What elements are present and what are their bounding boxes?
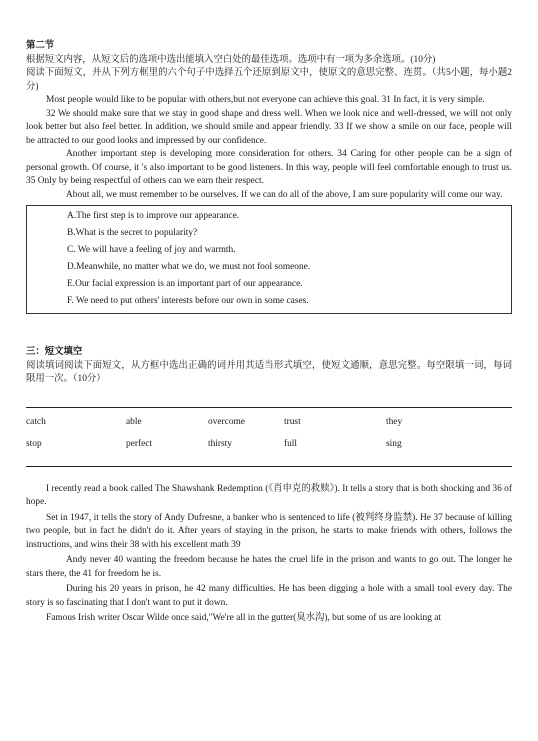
cloze-para-2: Set in 1947, it tells the story of Andy Dufresne, a banker who is sentenced to life (被判终身监禁). He 37 because of killing two people, but in fact he didn't do it. After years of staying in the prison, he starts to make friends with others, follows the instructions, and wins their 38 with his excellent math 39: [26, 512, 512, 550]
option-f: F. We need to put others' interests before our own in some cases.: [67, 296, 309, 306]
word-item: they: [386, 416, 403, 427]
exam-page: [26, 40, 512, 628]
options-box: [26, 205, 512, 314]
cloze-para-3: Andy never 40 wanting the freedom because he hates the cruel life in the prison and wants to go out. The longer he stars there, the 41 for freedom he is.: [26, 555, 512, 579]
word-item: full: [284, 438, 298, 449]
cloze-para-1: I recently read a book called The Shawshank Redemption (《肖申克的救赎》). It tells a story that is both shocking and 36 of hope.: [26, 483, 512, 507]
option-b: B.What is the secret to popularity?: [67, 228, 198, 238]
reading-para-1: Most people would like to be popular with others,but not everyone can achieve this goal. 31 In fact, it is very simple.: [46, 95, 485, 105]
word-item: thirsty: [208, 438, 232, 449]
option-e: E.Our facial expression is an important part of our appearance.: [67, 279, 303, 289]
section2-title: 第二节: [26, 41, 55, 51]
word-row-1: [26, 416, 512, 432]
option-a: A.The first step is to improve our appearance.: [67, 211, 240, 221]
word-item: sing: [386, 438, 402, 449]
word-row-2: [26, 438, 512, 454]
option-d: D.Meanwhile, no matter what we do, we must not fool someone.: [67, 262, 311, 272]
option-c: C. We will have a feeling of joy and warmth.: [67, 245, 236, 255]
section2-instruction-1: 根据短文内容，从短文后的选项中选出能填入空白处的最佳选项。选项中有一项为多余选项。(10分): [26, 54, 436, 65]
word-item: trust: [284, 416, 301, 427]
word-item: overcome: [208, 416, 245, 427]
word-box: [26, 407, 512, 467]
word-item: catch: [26, 416, 46, 427]
section2-instruction-2: 阅读下面短文，并从下列方框里的六个句子中选择五个还原到原文中，使原文的意思完整、连贯。（共5小题，每小题2分): [26, 68, 512, 92]
reading-para-3: Another important step is developing more consideration for others. 34 Caring for other people can be a sign of personal growth. Of course, it 's also important to be good listeners. In this way, people will feel comfortable enough to trust us. 35 Only by being respectful of others can we earn their respect.: [26, 149, 512, 186]
section3-title: 三：短文填空: [26, 347, 83, 357]
word-item: able: [126, 416, 142, 427]
reading-para-4: About all, we must remember to be ourselves. If we can do all of the above, I am sure popularity will come our way.: [66, 189, 503, 200]
reading-para-2: 32 We should make sure that we stay in good shape and dress well. When we look nice and well-dressed, we will not only look better but also feel better. In addition, we should smile and appear friendly. 33 If we show a smile on our face, people will be attracted to our good looks and impressed by our confidence.: [26, 108, 512, 146]
word-item: perfect: [126, 438, 153, 449]
cloze-para-4: During his 20 years in prison, he 42 many difficulties. He has been digging a hole with a small tool every day. The story is so fascinating that I don't want to put it down.: [26, 584, 512, 608]
cloze-para-5: Famous Irish writer Oscar Wilde once said,"We're all in the gutter(臭水沟), but some of us are looking at: [46, 613, 441, 623]
cloze-passage: [26, 483, 512, 626]
section3-instruction: 阅读填词阅读下面短文，从方框中选出正确的词并用其适当形式填空，使短文通顺，意思完整。每空限填一词，每词限用一次。（10分）: [26, 360, 512, 384]
word-item: stop: [26, 438, 42, 449]
